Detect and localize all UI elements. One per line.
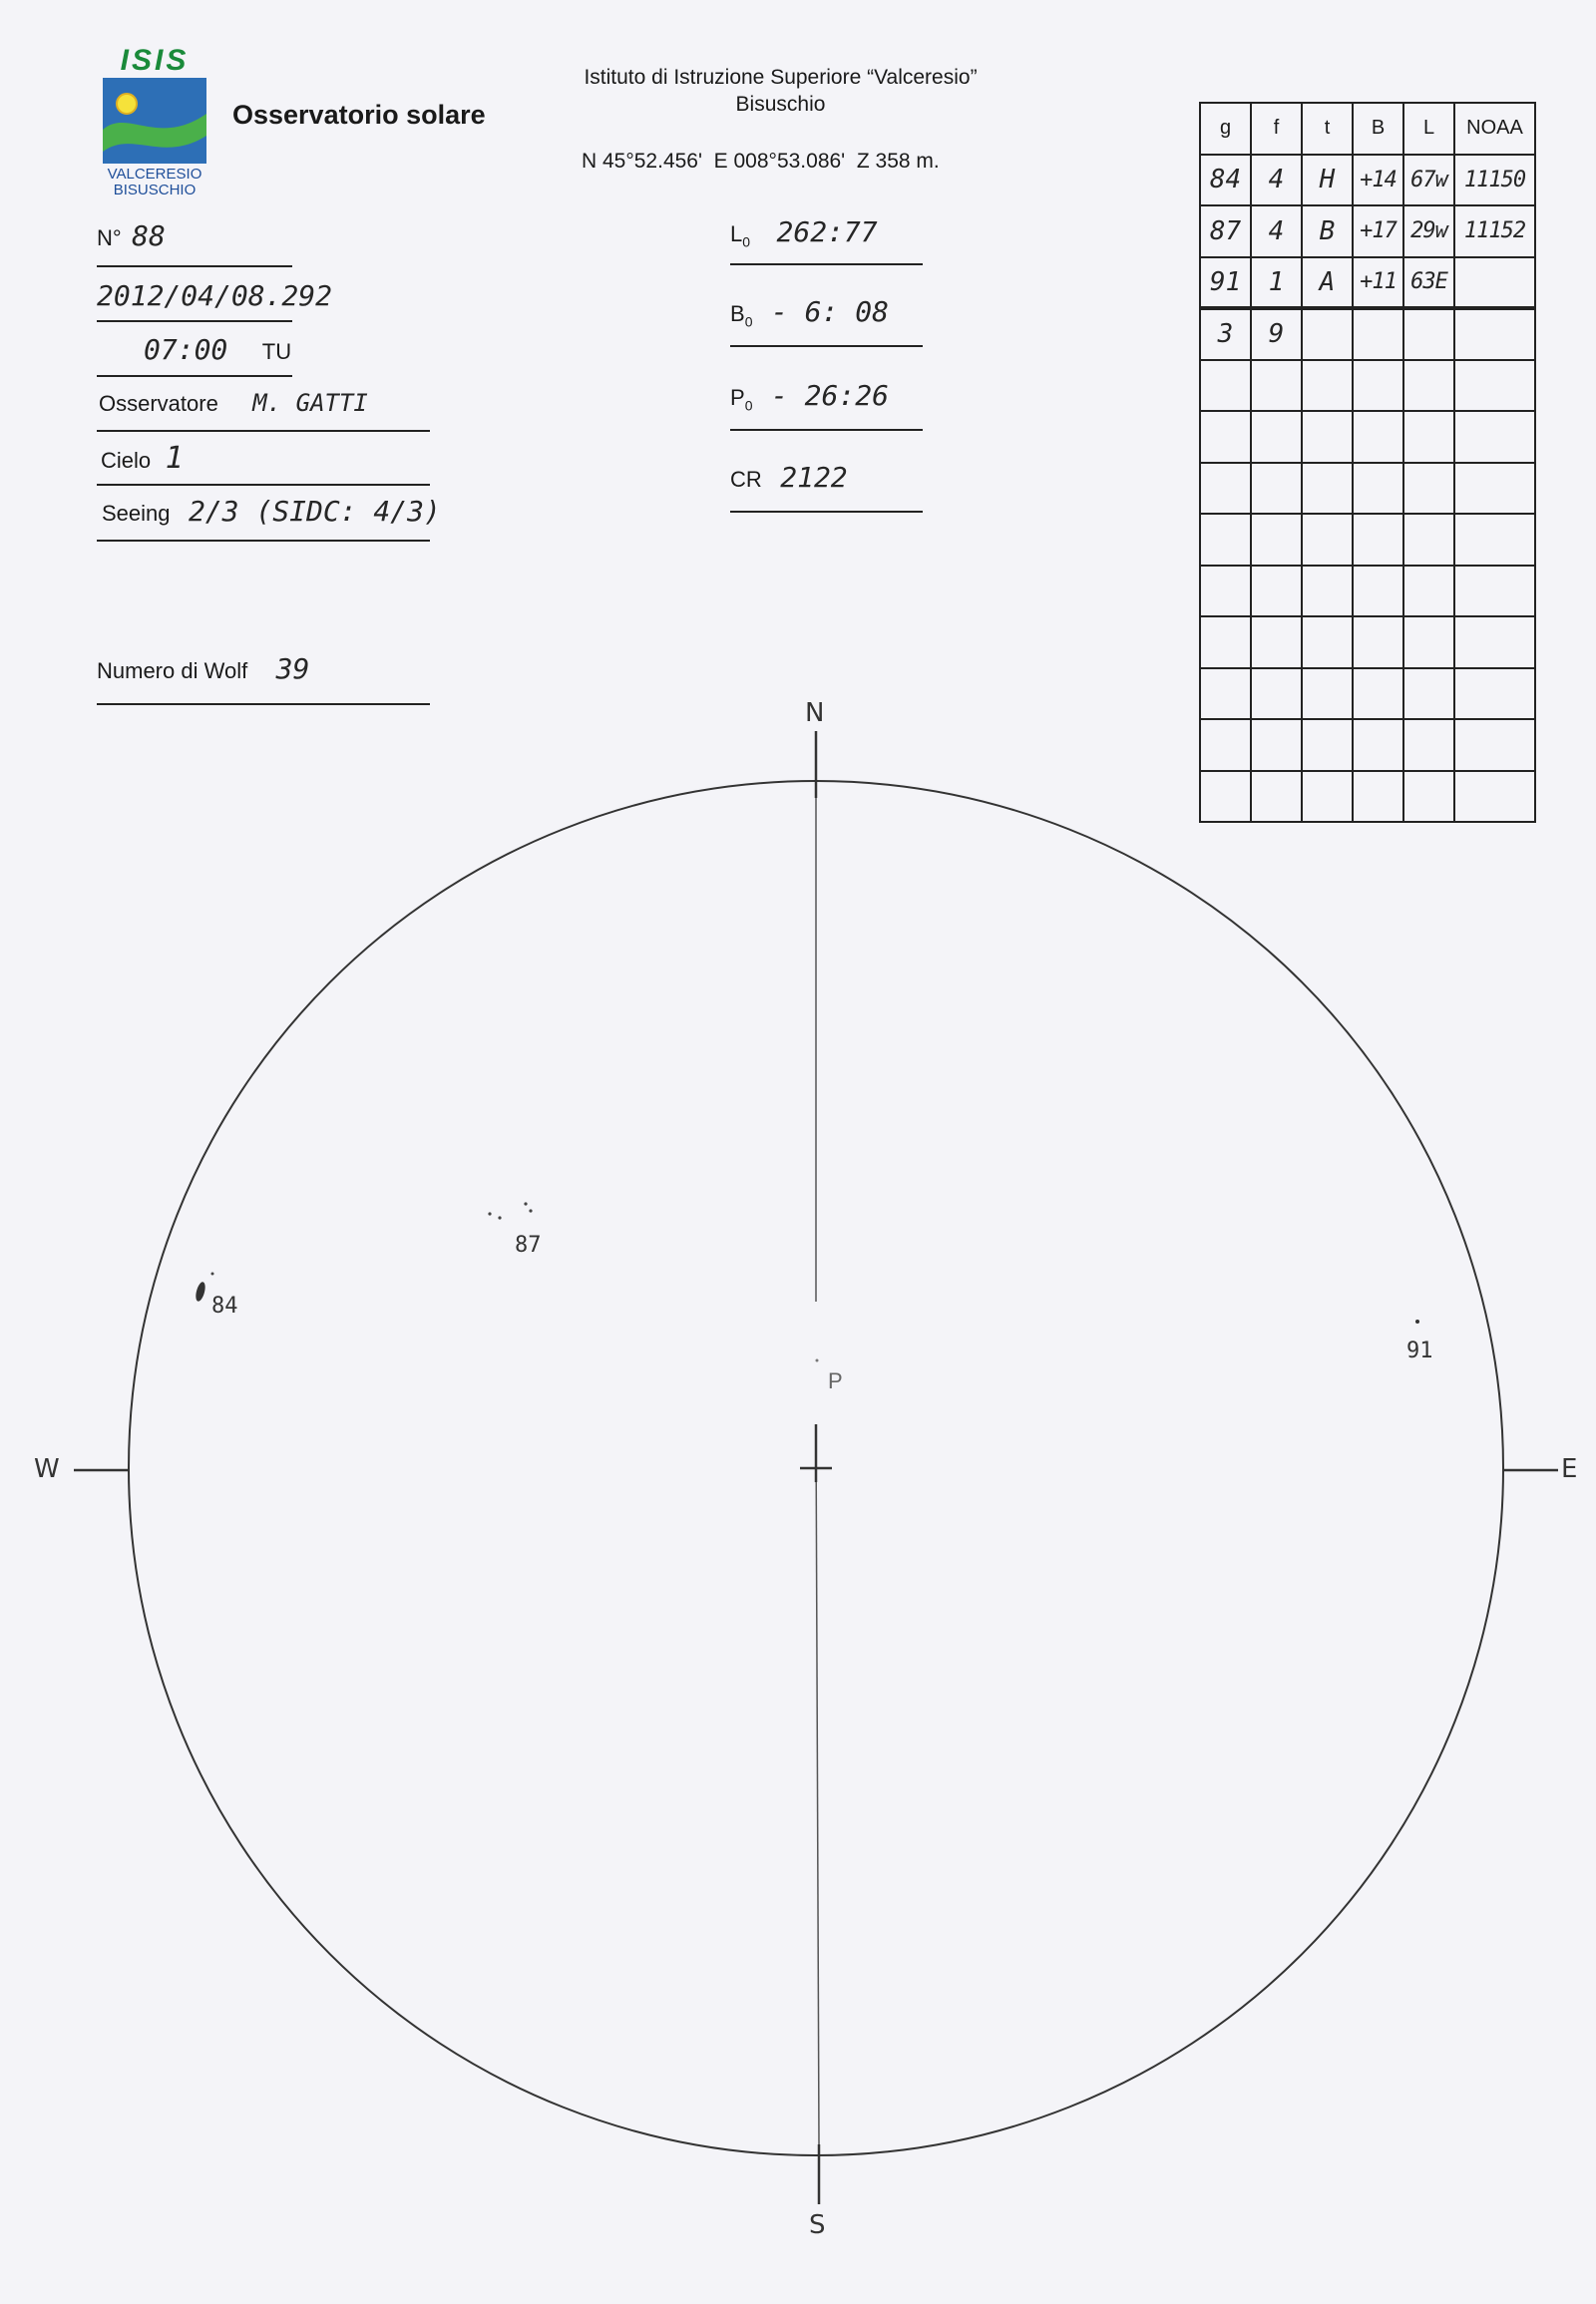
date-value: 2012/04/08.292 [97,279,333,312]
cr-value: 2122 [780,461,848,494]
cell-b: +14 [1353,155,1403,206]
cell-g: 87 [1200,205,1251,257]
header-t: t [1302,103,1353,155]
sunspot-87-c [524,1202,527,1205]
observatory-title: Osservatorio solare [232,100,486,130]
sky-label: Cielo [101,448,152,473]
l0-label: $L_0$ [730,221,751,250]
observer-label: Osservatore [99,391,218,416]
number-value: 88 [132,219,166,252]
pole-mark [816,1359,819,1362]
total-groups: 3 [1200,308,1251,360]
central-meridian-lower [816,1426,819,2144]
group-87-label: 87 [515,1233,542,1258]
time-value: 07:00 [144,333,228,366]
cell-f: 4 [1251,155,1302,206]
south-label: S [809,2210,826,2240]
cr-label: CR [730,467,762,492]
sunspot-84-small [211,1273,214,1276]
east-label: E [1561,1454,1578,1484]
observer-value: M. GATTI [252,389,368,417]
seeing-label: Seeing [102,501,171,526]
sunspot-84 [195,1281,207,1302]
pole-label: P [828,1368,843,1393]
sunspot-87-d [529,1209,532,1212]
header-l: L [1403,103,1454,155]
sky-value: 1 [165,441,184,476]
cell-t: H [1302,155,1353,206]
header-noaa: NOAA [1454,103,1535,155]
cell-b: +17 [1353,205,1403,257]
time-unit: TU [261,339,292,364]
sunspot-91 [1415,1320,1419,1324]
west-label: W [34,1454,60,1484]
header-b: B [1353,103,1403,155]
cell-t: A [1302,257,1353,309]
cell-l: 29w [1403,205,1454,257]
site-coordinates: N 45°52.456' E 008°53.086' Z 358 m. [582,150,940,173]
header-f: f [1251,103,1302,155]
l0-value: 262:77 [776,215,878,248]
cell-l: 63E [1403,257,1454,309]
p0-value: - 26:26 [770,379,889,412]
b0-label: $B_0$ [730,301,753,330]
north-label: N [805,698,825,728]
cell-g: 84 [1200,155,1251,206]
cell-b: +11 [1353,257,1403,309]
p0-label: $P_0$ [730,385,753,414]
b0-value: - 6: 08 [770,295,889,328]
header-g: g [1200,103,1251,155]
sunspot-87-b [498,1216,501,1219]
cell-l: 67w [1403,155,1454,206]
logo-caption-line2: BISUSCHIO [113,182,197,198]
sunspot-87-a [488,1212,491,1215]
group-84-label: 84 [211,1294,238,1319]
institute-name: Istituto di Istruzione Superiore “Valceresio” [584,66,978,89]
cell-g: 91 [1200,257,1251,309]
cell-t: B [1302,205,1353,257]
wolf-label: Numero di Wolf [97,658,248,683]
group-91-label: 91 [1406,1339,1433,1363]
cell-noaa: 11152 [1454,205,1535,257]
cell-f: 4 [1251,205,1302,257]
logo-caption-line1: VALCERESIO [107,166,202,183]
cell-f: 1 [1251,257,1302,309]
cell-noaa: 11150 [1454,155,1535,206]
seeing-value: 2/3 (SIDC: 4/3) [188,495,441,528]
total-spots: 9 [1251,308,1302,360]
institute-town: Bisuschio [735,93,826,116]
wolf-value: 39 [275,652,310,685]
number-label: N° [97,225,122,250]
logo-wordmark: ISIS [120,44,190,77]
